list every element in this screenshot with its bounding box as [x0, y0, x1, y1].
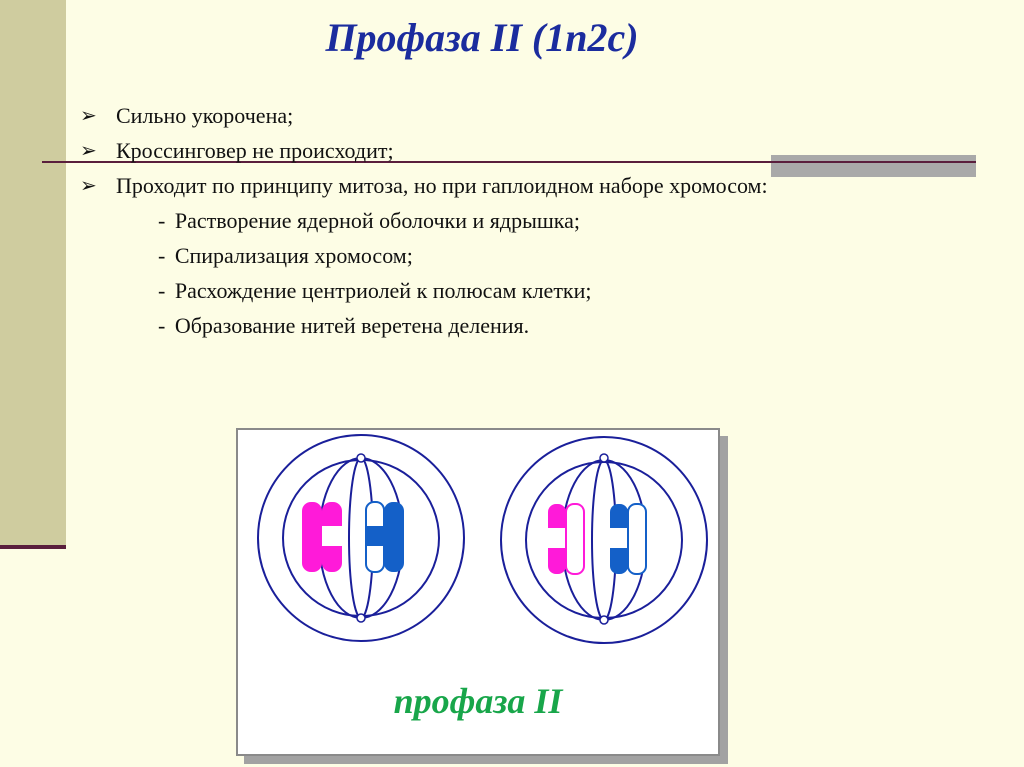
sub-item — [80, 273, 768, 308]
left-accent-underline — [0, 545, 66, 549]
centriole-icon — [600, 454, 608, 462]
sub-item — [80, 308, 768, 343]
slide-title — [0, 14, 1024, 61]
left-accent-bar — [0, 0, 66, 545]
bullet-text: Кроссинговер не происходит; — [116, 138, 394, 163]
sub-item-dash: - — [158, 243, 166, 268]
bullet-text: Сильно укорочена; — [116, 103, 294, 128]
chromosome-pair-right-blue — [610, 504, 646, 574]
cell-membrane-left — [258, 435, 464, 641]
figure-caption: профаза II — [393, 681, 563, 721]
centriole-icon — [357, 614, 365, 622]
bullet-item — [80, 168, 768, 203]
cell-membrane-right — [501, 437, 707, 643]
arrow-bullet-icon: ➢ — [80, 173, 97, 197]
sub-item-text: Растворение ядерной оболочки и ядрышка; — [174, 208, 581, 233]
sub-item — [80, 203, 768, 238]
sub-item — [80, 238, 768, 273]
prophase-ii-figure — [236, 428, 720, 756]
arrow-bullet-icon: ➢ — [80, 138, 97, 162]
chromosome-pair-left-magenta — [302, 502, 342, 572]
slide-title-text: Профаза II (1n2c) — [325, 15, 639, 60]
arrow-bullet-icon: ➢ — [80, 103, 97, 127]
sub-item-dash: - — [158, 278, 166, 303]
bullet-item — [80, 98, 768, 133]
sub-item-text: Образование нитей веретена деления. — [174, 313, 530, 338]
sub-item-text: Спирализация хромосом; — [174, 243, 413, 268]
centriole-icon — [357, 454, 365, 462]
decorative-gray-block — [771, 155, 976, 177]
sub-item-dash: - — [158, 208, 166, 233]
centriole-icon — [600, 616, 608, 624]
bullet-text: Проходит по принципу митоза, но при гаплоидном наборе хромосом: — [116, 173, 768, 198]
chromosome-pair-right-magenta — [548, 504, 584, 574]
sub-item-text: Расхождение центриолей к полюсам клетки; — [174, 278, 592, 303]
bullet-item — [80, 133, 768, 168]
sub-item-dash: - — [158, 313, 166, 338]
bullet-list — [80, 98, 768, 343]
chromosome-pair-left-blue — [366, 502, 404, 572]
